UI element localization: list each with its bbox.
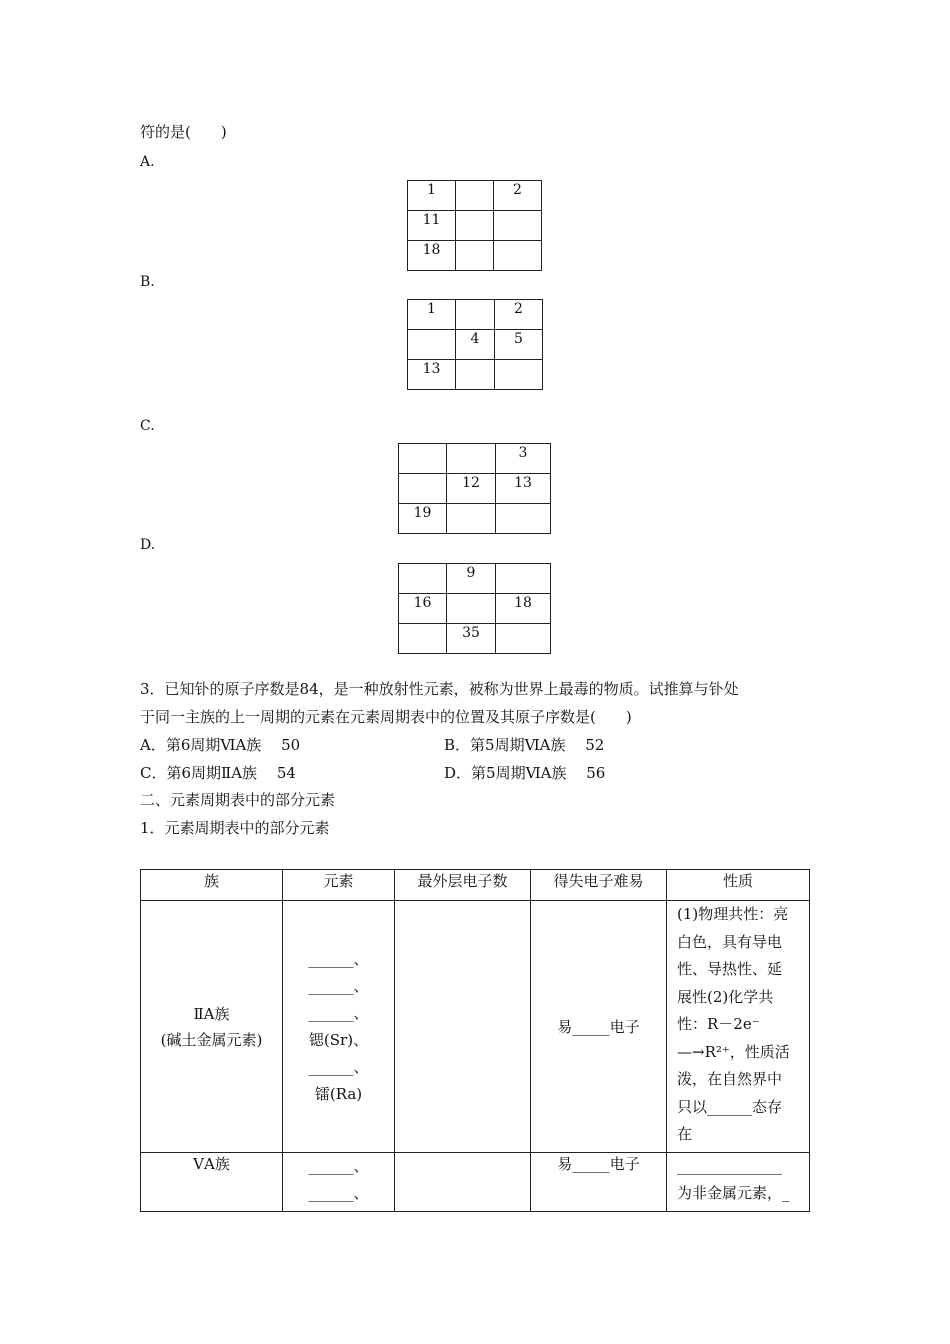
grid-cell: 3 bbox=[496, 444, 551, 474]
element-blank: ______、 bbox=[308, 949, 369, 968]
outer-electrons-cell bbox=[395, 1153, 531, 1212]
property-line: 泼，在自然界中 bbox=[677, 1070, 783, 1088]
option-b-grid bbox=[407, 299, 543, 390]
grid-cell: 2 bbox=[495, 300, 543, 330]
grid-cell bbox=[496, 504, 551, 534]
grid-cell: 1 bbox=[408, 300, 456, 330]
grid-cell: 19 bbox=[399, 504, 447, 534]
question3-choice-d: D．第5周期ⅥA族 56 bbox=[444, 764, 606, 782]
option-d-label: D. bbox=[140, 537, 156, 553]
option-b-label: B. bbox=[140, 274, 155, 290]
grid-cell: 13 bbox=[496, 474, 551, 504]
grid-cell: 9 bbox=[447, 564, 496, 594]
outer-electrons-cell bbox=[395, 901, 531, 1153]
element-blank: ______、 bbox=[308, 1057, 369, 1076]
option-c-grid bbox=[398, 443, 551, 534]
properties-cell bbox=[667, 901, 810, 1153]
grid-cell bbox=[399, 444, 447, 474]
property-line: —→R²⁺，性质活 bbox=[677, 1042, 790, 1061]
property-line: ______________ bbox=[677, 1157, 782, 1175]
elements-cell bbox=[283, 901, 395, 1153]
property-line: 性：R－2e⁻ bbox=[677, 1015, 760, 1033]
gain-loss-cell: 易_____电子 bbox=[531, 1153, 667, 1212]
table-header-row bbox=[141, 870, 810, 901]
grid-cell bbox=[496, 624, 551, 654]
header-properties: 性质 bbox=[667, 870, 810, 901]
element-properties-table bbox=[140, 869, 810, 1212]
element-blank: ______、 bbox=[308, 976, 369, 995]
grid-cell bbox=[456, 360, 495, 390]
header-element: 元素 bbox=[283, 870, 395, 901]
grid-cell bbox=[496, 564, 551, 594]
element-blank: ______、 bbox=[308, 1003, 369, 1022]
grid-cell: 4 bbox=[456, 330, 495, 360]
grid-cell: 18 bbox=[496, 594, 551, 624]
grid-cell bbox=[399, 474, 447, 504]
element-blank: ______、 bbox=[308, 1157, 369, 1175]
section-title: 二、元素周期表中的部分元素 bbox=[140, 791, 336, 809]
elements-cell bbox=[283, 1153, 395, 1212]
table-row bbox=[141, 901, 810, 1153]
header-outer-electrons: 最外层电子数 bbox=[395, 870, 531, 901]
table-row bbox=[141, 1153, 810, 1212]
grid-cell: 13 bbox=[408, 360, 456, 390]
group-name: ⅡA族 bbox=[193, 1004, 230, 1023]
grid-cell bbox=[495, 360, 543, 390]
grid-cell bbox=[447, 444, 496, 474]
grid-cell: 2 bbox=[494, 181, 542, 211]
element-radium: 镭(Ra) bbox=[314, 1084, 363, 1103]
property-line: 白色，具有导电 bbox=[677, 932, 783, 951]
element-strontium: 锶(Sr)、 bbox=[308, 1030, 369, 1049]
property-line: 只以______态存 bbox=[677, 1097, 783, 1116]
grid-cell bbox=[399, 564, 447, 594]
group-cell bbox=[141, 901, 283, 1153]
property-line: 性、导热性、延 bbox=[677, 960, 783, 978]
grid-cell bbox=[456, 241, 494, 271]
option-d-grid bbox=[398, 563, 551, 654]
property-line: 在 bbox=[677, 1125, 693, 1143]
property-line: 展性(2)化学共 bbox=[677, 987, 774, 1006]
group-cell: ⅤA族 bbox=[141, 1153, 283, 1212]
element-blank: ______、 bbox=[308, 1184, 369, 1202]
question2-tail: 符的是( ) bbox=[140, 123, 227, 141]
grid-cell: 1 bbox=[408, 181, 456, 211]
property-line: (1)物理共性：亮 bbox=[677, 905, 789, 923]
header-group: 族 bbox=[141, 870, 283, 901]
grid-cell: 11 bbox=[408, 211, 456, 241]
grid-cell: 12 bbox=[447, 474, 496, 504]
grid-cell bbox=[456, 300, 495, 330]
properties-cell bbox=[667, 1153, 810, 1212]
option-a-grid bbox=[407, 180, 542, 271]
grid-cell bbox=[494, 241, 542, 271]
grid-cell: 5 bbox=[495, 330, 543, 360]
gain-loss-cell: 易_____电子 bbox=[531, 901, 667, 1153]
grid-cell: 35 bbox=[447, 624, 496, 654]
group-subtitle: (碱土金属元素) bbox=[160, 1030, 263, 1049]
grid-cell bbox=[408, 330, 456, 360]
header-gain-loss: 得失电子难易 bbox=[531, 870, 667, 901]
question3-choice-a: A．第6周期ⅥA族 50 bbox=[140, 736, 301, 754]
grid-cell bbox=[494, 211, 542, 241]
option-a-label: A. bbox=[140, 154, 155, 170]
grid-cell bbox=[447, 594, 496, 624]
grid-cell bbox=[399, 624, 447, 654]
grid-cell bbox=[456, 181, 494, 211]
question3-line2: 于同一主族的上一周期的元素在元素周期表中的位置及其原子序数是( ) bbox=[140, 708, 632, 726]
grid-cell: 16 bbox=[399, 594, 447, 624]
question3-choice-b: B．第5周期ⅥA族 52 bbox=[444, 736, 605, 754]
grid-cell: 18 bbox=[408, 241, 456, 271]
option-c-label: C. bbox=[140, 418, 155, 434]
grid-cell bbox=[447, 504, 496, 534]
grid-cell bbox=[456, 211, 494, 241]
question3-choice-c: C．第6周期ⅡA族 54 bbox=[140, 764, 296, 782]
question3-line1: 3．已知钋的原子序数是84，是一种放射性元素，被称为世界上最毒的物质。试推算与钋处 bbox=[140, 680, 739, 698]
property-line: 为非金属元素，_ bbox=[677, 1184, 790, 1202]
subsection-title: 1．元素周期表中的部分元素 bbox=[140, 819, 330, 837]
